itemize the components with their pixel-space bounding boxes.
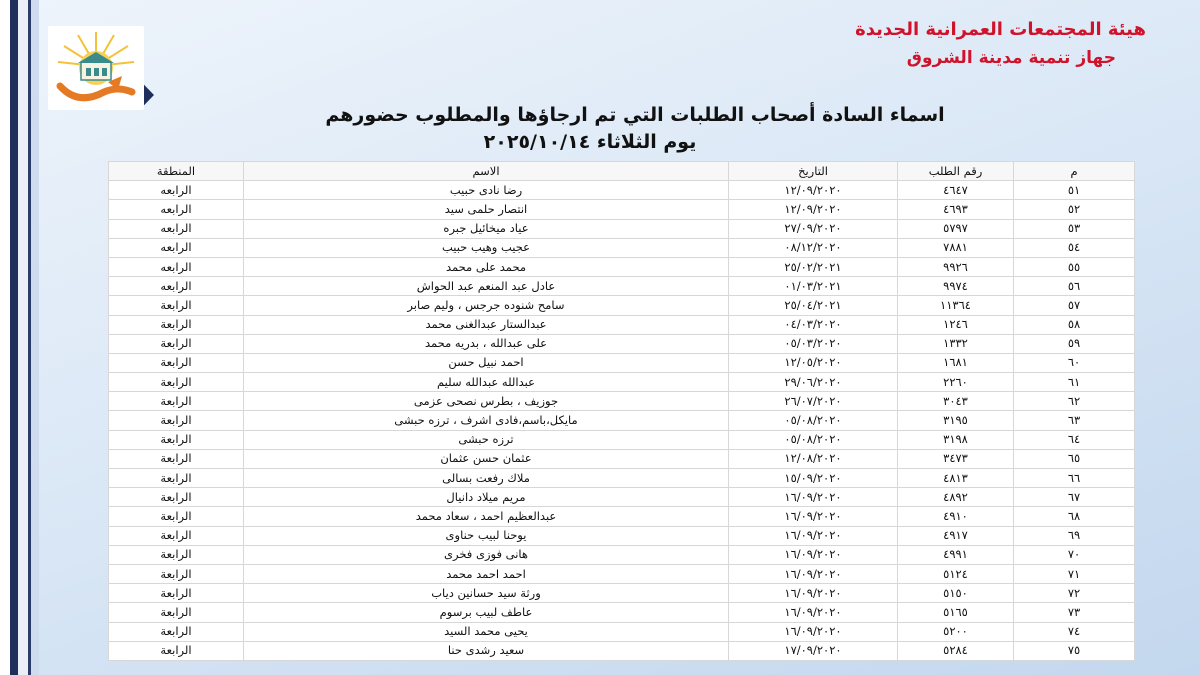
cell-date: ٠٥/٠٨/٢٠٢٠ (729, 430, 898, 449)
cell-request-number: ٩٩٧٤ (898, 277, 1014, 296)
applicants-table (108, 161, 1135, 661)
cell-serial: ٥٩ (1014, 334, 1135, 353)
left-border-stripe (10, 0, 18, 675)
cell-date: ١٦/٠٩/٢٠٢٠ (729, 564, 898, 583)
cell-serial: ٦٦ (1014, 469, 1135, 488)
column-header-serial: م (1014, 162, 1135, 181)
cell-area: الرابعه (109, 219, 244, 238)
cell-date: ١٦/٠٩/٢٠٢٠ (729, 507, 898, 526)
cell-area: الرابعة (109, 564, 244, 583)
table-row (109, 373, 1135, 392)
cell-area: الرابعة (109, 449, 244, 468)
cell-name: سعيد رشدى حنا (244, 641, 729, 660)
cell-request-number: ٥٢٨٤ (898, 641, 1014, 660)
table-row (109, 488, 1135, 507)
cell-date: ٠١/٠٣/٢٠٢١ (729, 277, 898, 296)
cell-serial: ٧١ (1014, 564, 1135, 583)
cell-area: الرابعة (109, 507, 244, 526)
cell-request-number: ٣١٩٨ (898, 430, 1014, 449)
cell-area: الرابعة (109, 334, 244, 353)
city-logo-icon (48, 26, 144, 110)
cell-name: احمد نبيل حسن (244, 353, 729, 372)
table-row (109, 526, 1135, 545)
cell-date: ٢٦/٠٧/٢٠٢٠ (729, 392, 898, 411)
cell-name: عجيب وهيب حبيب (244, 238, 729, 257)
cell-name: عادل عبد المنعم عبد الحواش (244, 277, 729, 296)
table-row (109, 622, 1135, 641)
cell-serial: ٦٤ (1014, 430, 1135, 449)
cell-name: مايكل،باسم،فادى اشرف ، ترزه حبشى (244, 411, 729, 430)
cell-serial: ٥١ (1014, 181, 1135, 200)
cell-name: احمد احمد محمد (244, 564, 729, 583)
cell-serial: ٥٤ (1014, 238, 1135, 257)
cell-date: ١٢/٠٩/٢٠٢٠ (729, 181, 898, 200)
cell-serial: ٥٥ (1014, 257, 1135, 276)
cell-area: الرابعة (109, 603, 244, 622)
cell-request-number: ٩٩٢٦ (898, 257, 1014, 276)
organization-name: هيئة المجتمعات العمرانية الجديدة (855, 19, 1146, 40)
cell-serial: ٥٣ (1014, 219, 1135, 238)
cell-request-number: ٤٦٩٣ (898, 200, 1014, 219)
cell-name: هانى فوزى فخرى (244, 545, 729, 564)
cell-request-number: ٤٦٤٧ (898, 181, 1014, 200)
table-row (109, 430, 1135, 449)
cell-name: رضا نادى حبيب (244, 181, 729, 200)
column-header-area: المنطقة (109, 162, 244, 181)
table-row (109, 449, 1135, 468)
table-row (109, 545, 1135, 564)
cell-date: ٢٥/٠٤/٢٠٢١ (729, 296, 898, 315)
table-row (109, 603, 1135, 622)
cell-area: الرابعة (109, 584, 244, 603)
cell-request-number: ٤٩٩١ (898, 545, 1014, 564)
cell-name: يوحنا لبيب حناوى (244, 526, 729, 545)
cell-name: محمد على محمد (244, 257, 729, 276)
table-row (109, 564, 1135, 583)
cell-date: ١٢/٠٥/٢٠٢٠ (729, 353, 898, 372)
table-row (109, 507, 1135, 526)
cell-date: ١٦/٠٩/٢٠٢٠ (729, 622, 898, 641)
cell-serial: ٦٢ (1014, 392, 1135, 411)
cell-name: انتصار حلمى سيد (244, 200, 729, 219)
column-header-date: التاريخ (729, 162, 898, 181)
left-border-stripe (31, 0, 39, 675)
date-line: يوم الثلاثاء ٢٠٢٥/١٠/١٤ (483, 131, 697, 153)
cell-request-number: ٤٨٩٢ (898, 488, 1014, 507)
cell-area: الرابعة (109, 353, 244, 372)
cell-serial: ٦٨ (1014, 507, 1135, 526)
cell-area: الرابعه (109, 200, 244, 219)
table-row (109, 584, 1135, 603)
table-row (109, 238, 1135, 257)
cell-date: ٠٥/٠٣/٢٠٢٠ (729, 334, 898, 353)
table-row (109, 334, 1135, 353)
cell-date: ١٦/٠٩/٢٠٢٠ (729, 545, 898, 564)
table-row (109, 353, 1135, 372)
cell-date: ١٦/٠٩/٢٠٢٠ (729, 603, 898, 622)
cell-area: الرابعة (109, 430, 244, 449)
cell-date: ١٢/٠٩/٢٠٢٠ (729, 200, 898, 219)
cell-date: ٢٧/٠٩/٢٠٢٠ (729, 219, 898, 238)
cell-date: ١٦/٠٩/٢٠٢٠ (729, 526, 898, 545)
column-header-name: الاسم (244, 162, 729, 181)
cell-request-number: ٥١٦٥ (898, 603, 1014, 622)
cell-area: الرابعة (109, 545, 244, 564)
cell-serial: ٦٠ (1014, 353, 1135, 372)
cell-name: سامح شنوده جرجس ، وليم صابر (244, 296, 729, 315)
cell-request-number: ١١٣٦٤ (898, 296, 1014, 315)
cell-date: ٠٤/٠٣/٢٠٢٠ (729, 315, 898, 334)
cell-date: ٢٩/٠٦/٢٠٢٠ (729, 373, 898, 392)
cell-date: ١٥/٠٩/٢٠٢٠ (729, 469, 898, 488)
cell-area: الرابعة (109, 641, 244, 660)
left-border-stripe (0, 0, 10, 675)
cell-name: جوزيف ، بطرس نصحى عزمى (244, 392, 729, 411)
organization-unit: جهاز تنمية مدينة الشروق (906, 48, 1116, 68)
cell-area: الرابعة (109, 392, 244, 411)
cell-date: ٢٥/٠٢/٢٠٢١ (729, 257, 898, 276)
cell-name: عبدالعظيم احمد ، سعاد محمد (244, 507, 729, 526)
cell-date: ١٢/٠٨/٢٠٢٠ (729, 449, 898, 468)
cell-name: على عبدالله ، بدريه محمد (244, 334, 729, 353)
table-row (109, 200, 1135, 219)
cell-request-number: ٥١٢٤ (898, 564, 1014, 583)
cell-request-number: ١٢٤٦ (898, 315, 1014, 334)
page-title: اسماء السادة أصحاب الطلبات التي تم ارجاؤها والمطلوب حضورهم (325, 104, 945, 126)
table-row (109, 181, 1135, 200)
cell-request-number: ٣٠٤٣ (898, 392, 1014, 411)
cell-date: ١٧/٠٩/٢٠٢٠ (729, 641, 898, 660)
table-row (109, 219, 1135, 238)
cell-name: مريم ميلاد دانيال (244, 488, 729, 507)
table-row (109, 469, 1135, 488)
cell-serial: ٦٥ (1014, 449, 1135, 468)
cell-request-number: ٤٩١٧ (898, 526, 1014, 545)
cell-request-number: ٤٨١٣ (898, 469, 1014, 488)
cell-request-number: ٥١٥٠ (898, 584, 1014, 603)
cell-area: الرابعه (109, 181, 244, 200)
column-header-request-number: رقم الطلب (898, 162, 1014, 181)
table-row (109, 277, 1135, 296)
cell-request-number: ٤٩١٠ (898, 507, 1014, 526)
cell-area: الرابعة (109, 469, 244, 488)
table-row (109, 257, 1135, 276)
cell-area: الرابعة (109, 296, 244, 315)
cell-name: ملاك رفعت بسالى (244, 469, 729, 488)
cell-serial: ٧٣ (1014, 603, 1135, 622)
cell-request-number: ٧٨٨١ (898, 238, 1014, 257)
cell-name: عبدالله عبدالله سليم (244, 373, 729, 392)
cell-area: الرابعة (109, 315, 244, 334)
cell-name: ورثة سيد حسانين دياب (244, 584, 729, 603)
cell-date: ١٦/٠٩/٢٠٢٠ (729, 584, 898, 603)
cell-serial: ٧٤ (1014, 622, 1135, 641)
table-row (109, 315, 1135, 334)
cell-serial: ٦١ (1014, 373, 1135, 392)
cell-area: الرابعه (109, 238, 244, 257)
cell-area: الرابعه (109, 277, 244, 296)
table-row (109, 392, 1135, 411)
cell-request-number: ٥٧٩٧ (898, 219, 1014, 238)
table-row (109, 411, 1135, 430)
cell-date: ١٦/٠٩/٢٠٢٠ (729, 488, 898, 507)
cell-serial: ٦٩ (1014, 526, 1135, 545)
cell-serial: ٥٨ (1014, 315, 1135, 334)
cell-request-number: ١٦٨١ (898, 353, 1014, 372)
cell-serial: ٧٢ (1014, 584, 1135, 603)
cell-request-number: ١٣٣٢ (898, 334, 1014, 353)
left-border-stripe (18, 0, 28, 675)
table-row (109, 641, 1135, 660)
cell-name: عثمان حسن عثمان (244, 449, 729, 468)
cell-area: الرابعة (109, 411, 244, 430)
cell-serial: ٥٧ (1014, 296, 1135, 315)
cell-request-number: ٣٤٧٣ (898, 449, 1014, 468)
table-row (109, 296, 1135, 315)
cell-serial: ٦٣ (1014, 411, 1135, 430)
cell-date: ٠٨/١٢/٢٠٢٠ (729, 238, 898, 257)
cell-serial: ٧٥ (1014, 641, 1135, 660)
cell-area: الرابعة (109, 622, 244, 641)
cell-area: الرابعه (109, 257, 244, 276)
cell-request-number: ٣١٩٥ (898, 411, 1014, 430)
cell-request-number: ٢٢٦٠ (898, 373, 1014, 392)
cell-name: ترزه حبشى (244, 430, 729, 449)
cell-serial: ٧٠ (1014, 545, 1135, 564)
cell-serial: ٥٢ (1014, 200, 1135, 219)
cell-area: الرابعة (109, 526, 244, 545)
cell-name: عاطف لبيب برسوم (244, 603, 729, 622)
cell-name: عياد ميخائيل جبره (244, 219, 729, 238)
cell-serial: ٦٧ (1014, 488, 1135, 507)
cell-serial: ٥٦ (1014, 277, 1135, 296)
cell-date: ٠٥/٠٨/٢٠٢٠ (729, 411, 898, 430)
table-header-row (109, 162, 1135, 181)
cell-name: عبدالستار عبدالغنى محمد (244, 315, 729, 334)
cell-name: يحيى محمد السيد (244, 622, 729, 641)
cell-request-number: ٥٢٠٠ (898, 622, 1014, 641)
cell-area: الرابعة (109, 373, 244, 392)
cell-area: الرابعة (109, 488, 244, 507)
